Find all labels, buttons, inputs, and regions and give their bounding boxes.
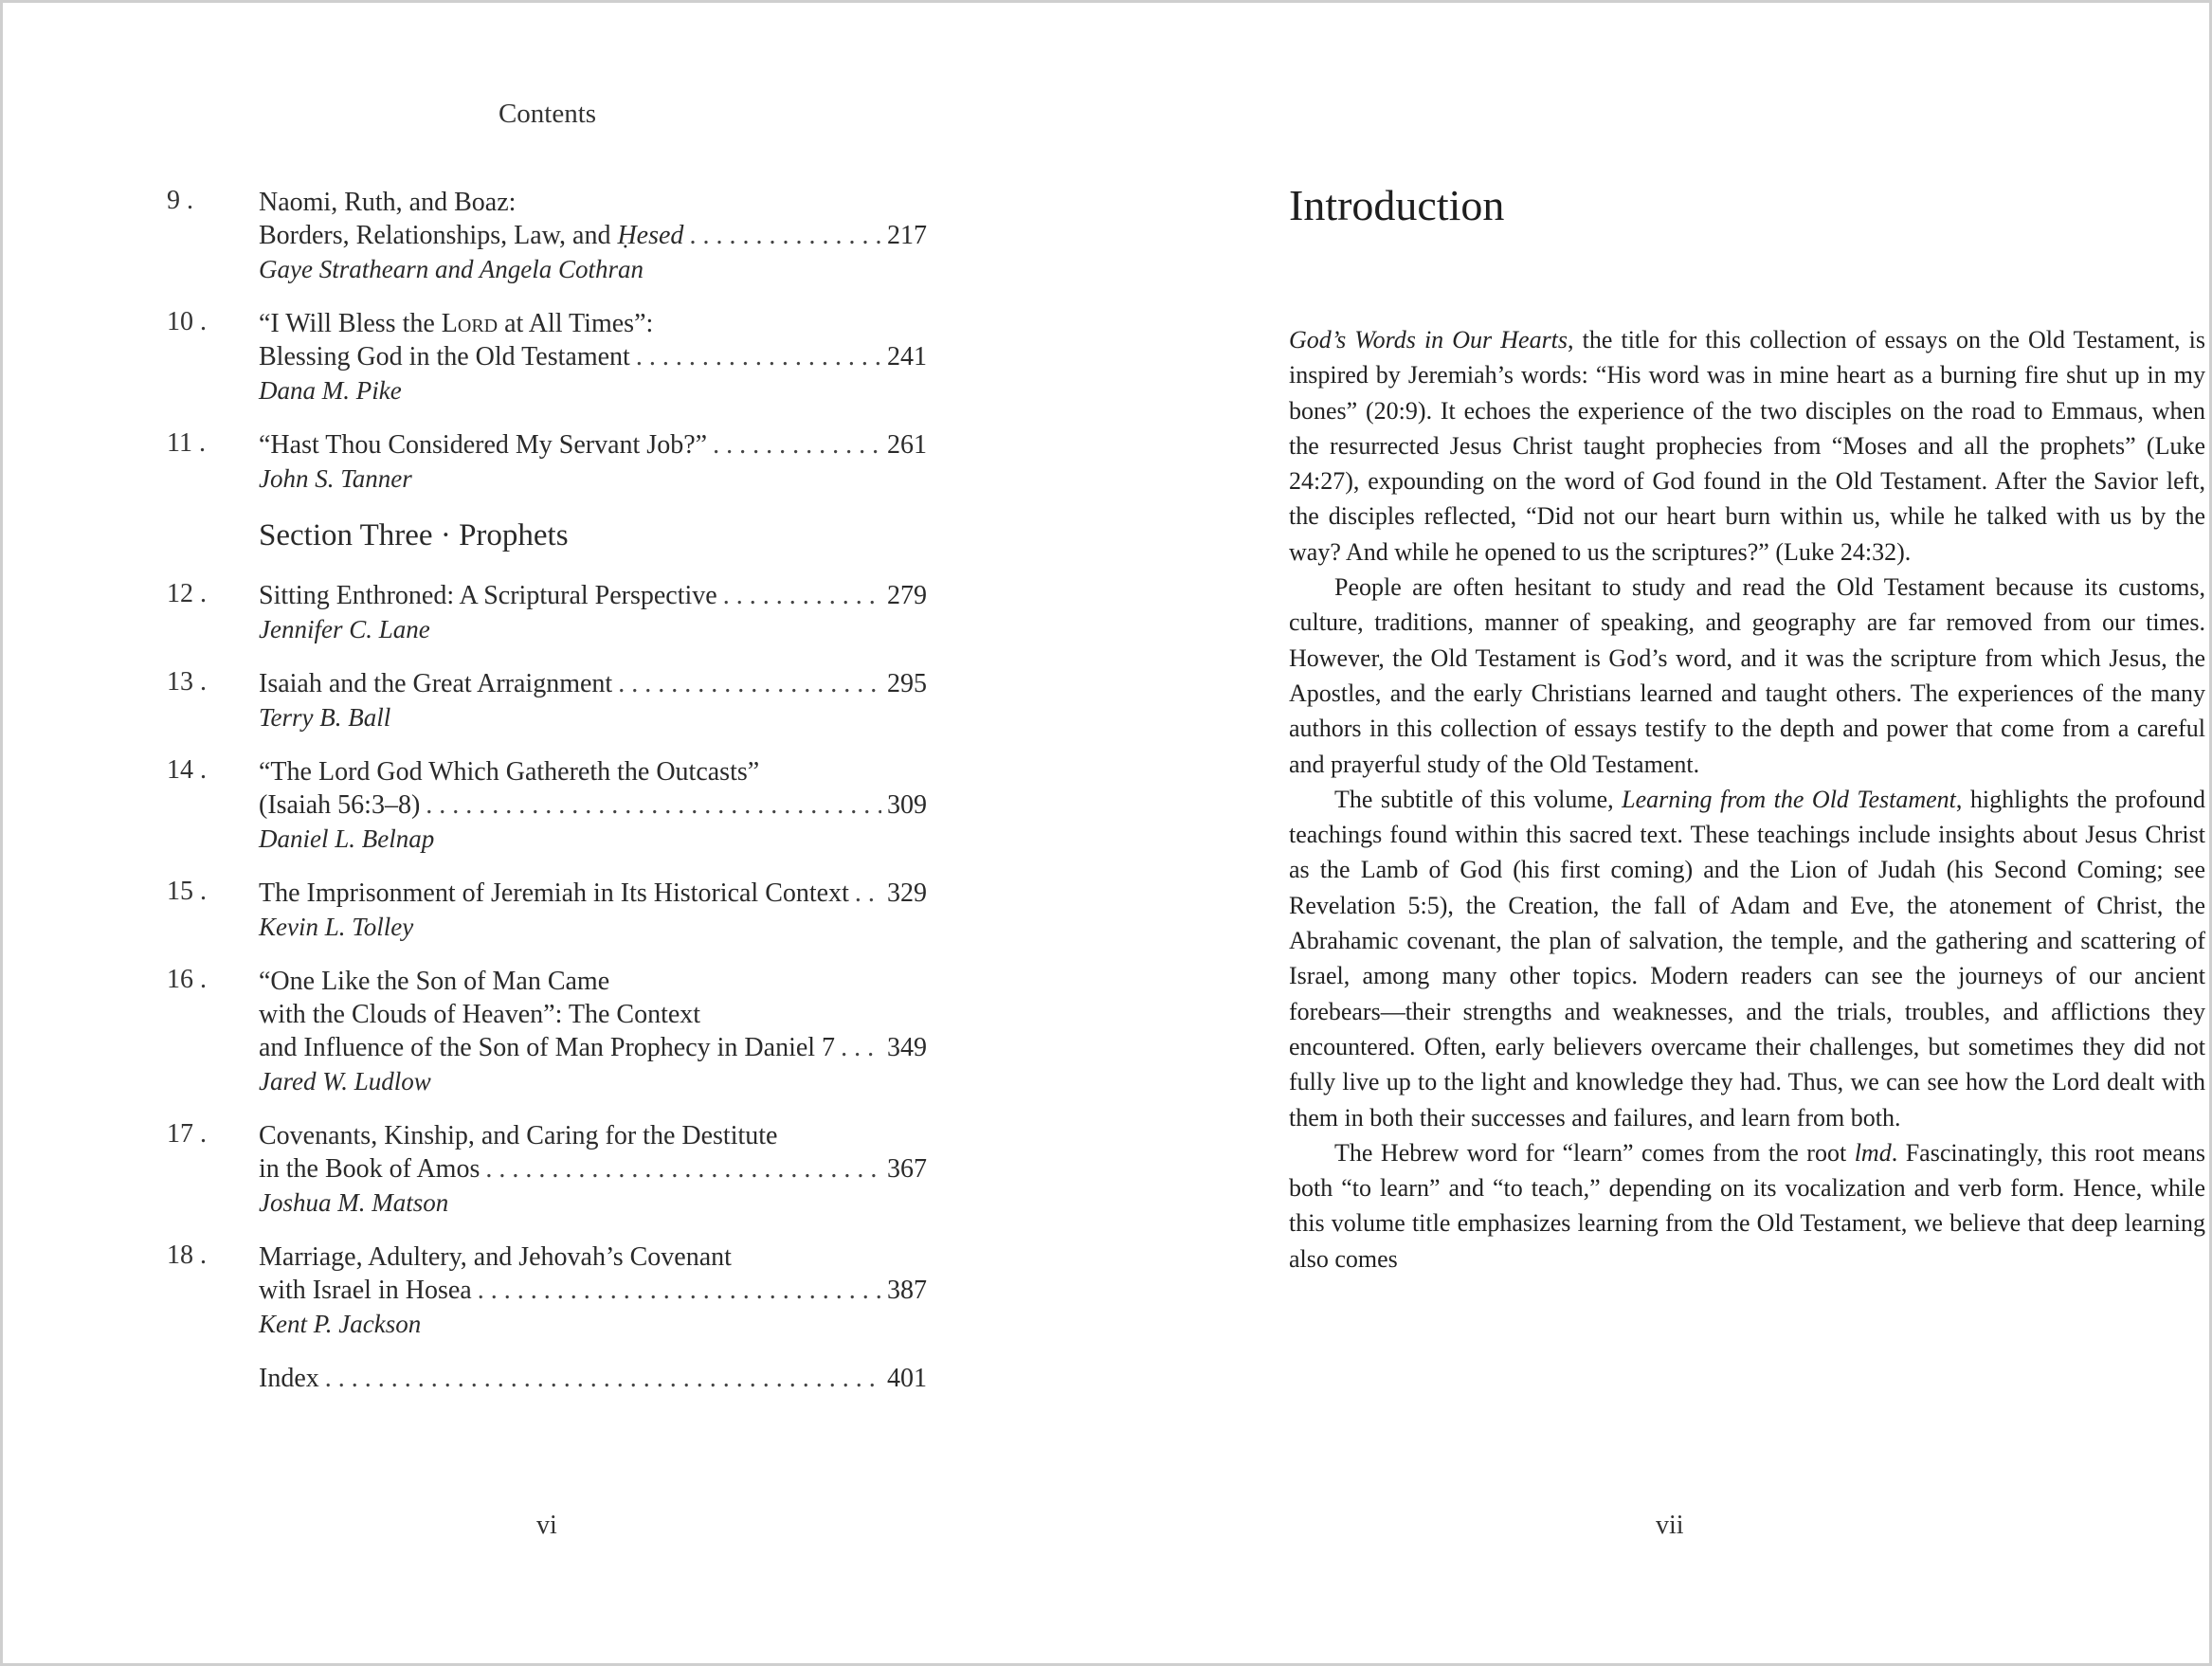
entry-title-line [259,1152,927,1186]
text-run: in the Book of Amos [259,1154,480,1184]
text-run: Marriage, Adultery, and Jehovah’s Covenant [259,1242,732,1272]
entry-title [259,579,717,612]
text-run: , the title for this collection of essays on the Old Testament, is inspired by Jeremiah’s words: “His word was in mine heart as a burning fire shut up in my bones” (20:9). It echoes the experience of the two disciples on the road to Emmaus, when the resurrected Jesus Christ taught prophecies from “Moses and all the prophets” (Luke 24:27), expounding on the word of God found in the Old Testament. After the Savior left, the disciples reflected, “Did not our heart burn within us, while he talked with us by the way? And while he opened to us the scriptures?” (Luke 24:32). [1289,326,2205,566]
entry-body [259,579,927,646]
toc-entry [167,1119,927,1220]
entry-title [259,877,849,910]
page-number: 217 [887,221,927,250]
entry-body [259,1240,927,1341]
entry-title-line [259,428,927,462]
entry-author: Terry B. Ball [259,703,391,732]
page-number: 295 [887,669,927,698]
paragraph [1289,782,2205,1135]
entry-author: John S. Tanner [259,464,412,493]
entry-title-line [259,1362,927,1395]
entry-number: 10 . [167,307,207,336]
entry-title-line [259,219,927,252]
toc-entry [167,1362,927,1395]
toc-entries-section-two [167,186,927,496]
entry-title-line [259,755,927,788]
dot-leader [855,877,881,910]
paragraph [1289,570,2205,782]
entry-body [259,1362,927,1395]
text-run: Lord [441,309,499,338]
entry-title-line [259,1119,927,1152]
toc-entry [167,877,927,944]
entry-title [259,340,630,373]
entry-number: 18 . [167,1240,207,1270]
text-run: Isaiah and the Great Arraignment [259,669,613,698]
entry-title-line [259,877,927,910]
entry-author: Kevin L. Tolley [259,913,414,941]
entry-title-line [259,579,927,612]
toc-entries-section-three [167,579,927,1395]
entry-author: Daniel L. Belnap [259,824,435,853]
entry-body [259,307,927,407]
table-of-contents [167,186,927,1416]
entry-title [259,965,609,998]
entry-title [259,428,707,462]
entry-title [259,307,653,340]
text-run: Borders, Relationships, Law, and [259,221,618,250]
chapter-title: Introduction [1289,181,1505,229]
page-number: 261 [887,430,927,460]
entry-number: 14 . [167,755,207,785]
entry-author: Gaye Strathearn and Angela Cothran [259,255,644,283]
text-run: and Influence of the Son of Man Prophecy in Daniel 7 [259,1033,836,1062]
right-page [1106,0,2212,1666]
dot-leader [618,667,881,700]
entry-title [259,186,516,219]
text-run: Sitting Enthroned: A Scriptural Perspective [259,581,717,610]
text-run: lmd [1854,1138,1892,1167]
text-run: The Hebrew word for “learn” comes from the root [1334,1138,1855,1167]
entry-title-line [259,1031,927,1064]
section-heading: Section Three · Prophets [259,518,569,552]
toc-entry [167,579,927,646]
entry-title [259,1031,835,1064]
entry-title-line [259,965,927,998]
toc-entry [167,965,927,1098]
entry-number: 17 . [167,1119,207,1149]
entry-title-line [259,998,927,1031]
text-run: with the Clouds of Heaven”: The Context [259,1000,701,1029]
folio-right: vii [1656,1511,1684,1540]
page-number: 279 [887,581,927,610]
entry-body [259,965,927,1098]
text-run: Covenants, Kinship, and Caring for the Destitute [259,1121,778,1150]
toc-entry [167,667,927,734]
entry-title-line [259,340,927,373]
entry-number: 15 . [167,877,207,906]
text-run: Learning from the Old Testament [1622,785,1956,813]
entry-title-line [259,307,927,340]
toc-entry [167,186,927,286]
text-run: Index [259,1364,319,1393]
entry-author: Dana M. Pike [259,376,402,405]
text-run: God’s Words in Our Hearts [1289,326,1568,353]
entry-author: Kent P. Jackson [259,1310,422,1338]
entry-body [259,755,927,856]
text-run: The Imprisonment of Jeremiah in Its Historical Context [259,878,849,908]
entry-title [259,219,683,252]
text-run: “One Like the Son of Man Came [259,967,610,996]
entry-body [259,428,927,496]
entry-title [259,998,700,1031]
entry-author: Jared W. Ludlow [259,1067,431,1096]
entry-number: 12 . [167,579,207,608]
text-run: The subtitle of this volume, [1334,785,1623,813]
entry-number: 16 . [167,965,207,994]
text-run: People are often hesitant to study and read the Old Testament because its customs, culture, traditions, manner of speaking, and geography are far removed from our times. However, the Old Testament is God’s word, and it was the scripture from which Jesus, the Apostles, and the early Christians learned and taught others. The experiences of the many authors in this collection of essays testify to the depth and power that come from a careful and prayerful study of the Old Testament. [1289,573,2205,778]
toc-entry [167,1240,927,1341]
toc-entry [167,307,927,407]
entry-title [259,1119,777,1152]
dot-leader [689,219,881,252]
dot-leader [841,1031,881,1064]
entry-title [259,667,612,700]
page-number: 241 [887,342,927,371]
entry-title-line [259,788,927,822]
page-number: 367 [887,1154,927,1184]
page-number: 309 [887,790,927,820]
text-run: Ḥesed [617,221,684,250]
entry-title [259,755,759,788]
dot-leader [636,340,881,373]
text-run: Blessing God in the Old Testament [259,342,630,371]
paragraph [1289,322,2205,570]
entry-author: Jennifer C. Lane [259,615,430,643]
running-head: Contents [498,99,597,129]
text-run: “Hast Thou Considered My Servant Job?” [259,430,708,460]
entry-title-line [259,186,927,219]
page-number: 401 [887,1364,927,1393]
toc-entry [167,755,927,856]
dot-leader [485,1152,881,1186]
text-run: Naomi, Ruth, and Boaz: [259,188,517,217]
entry-title-line [259,1240,927,1274]
dot-leader [325,1362,881,1395]
entry-title [259,788,420,822]
paragraph [1289,1135,2205,1277]
entry-number: 9 . [167,186,193,215]
page-number: 349 [887,1033,927,1062]
dot-leader [713,428,881,462]
text-run: with Israel in Hosea [259,1276,472,1305]
entry-body [259,877,927,944]
text-run: , highlights the profound teachings found within this sacred text. These teachings include insights about Jesus Christ as the Lamb of God (his first coming) and the Lion of Judah (his Second Coming; see Revelation 5:5), the Creation, the fall of Adam and Eve, the atonement of Christ, the Abrahamic covenant, the plan of salvation, the temple, and the gathering and scattering of Israel, among many other topics. Modern readers can see the journeys of our ancient forebears—their strengths and weaknesses, and the trials, troubles, and afflictions they encountered. Often, early believers overcame their challenges, but sometimes they did not fully live up to the light and knowledge they had. Thus, we can see how the Lord dealt with them in both their successes and failures, and learn from both. [1289,785,2206,1132]
text-run: “The Lord God Which Gathereth the Outcasts” [259,757,760,787]
entry-title-line [259,1274,927,1307]
entry-title [259,1274,472,1307]
entry-title [259,1362,319,1395]
entry-title-line [259,667,927,700]
folio-left: vi [536,1511,557,1540]
entry-body [259,1119,927,1220]
page-number: 387 [887,1276,927,1305]
entry-body [259,667,927,734]
text-run: at All Times”: [498,309,654,338]
entry-title [259,1152,480,1186]
entry-author: Joshua M. Matson [259,1188,449,1217]
dot-leader [723,579,881,612]
page-number: 329 [887,878,927,908]
text-run: (Isaiah 56:3–8) [259,790,421,820]
text-run: “I Will Bless the [259,309,442,338]
text-run: . Fascinatingly, this root means both “to learn” and “to teach,” depending on its vocalization and verb form. Hence, while this volume title emphasizes learning from the Old Testament, we believe that deep learning also comes [1289,1138,2205,1273]
dot-leader [478,1274,881,1307]
entry-number: 13 . [167,667,207,697]
toc-entry [167,428,927,496]
entry-body [259,186,927,286]
introduction-text [1289,322,2205,1277]
entry-number: 11 . [167,428,206,458]
entry-title [259,1240,732,1274]
dot-leader [426,788,881,822]
